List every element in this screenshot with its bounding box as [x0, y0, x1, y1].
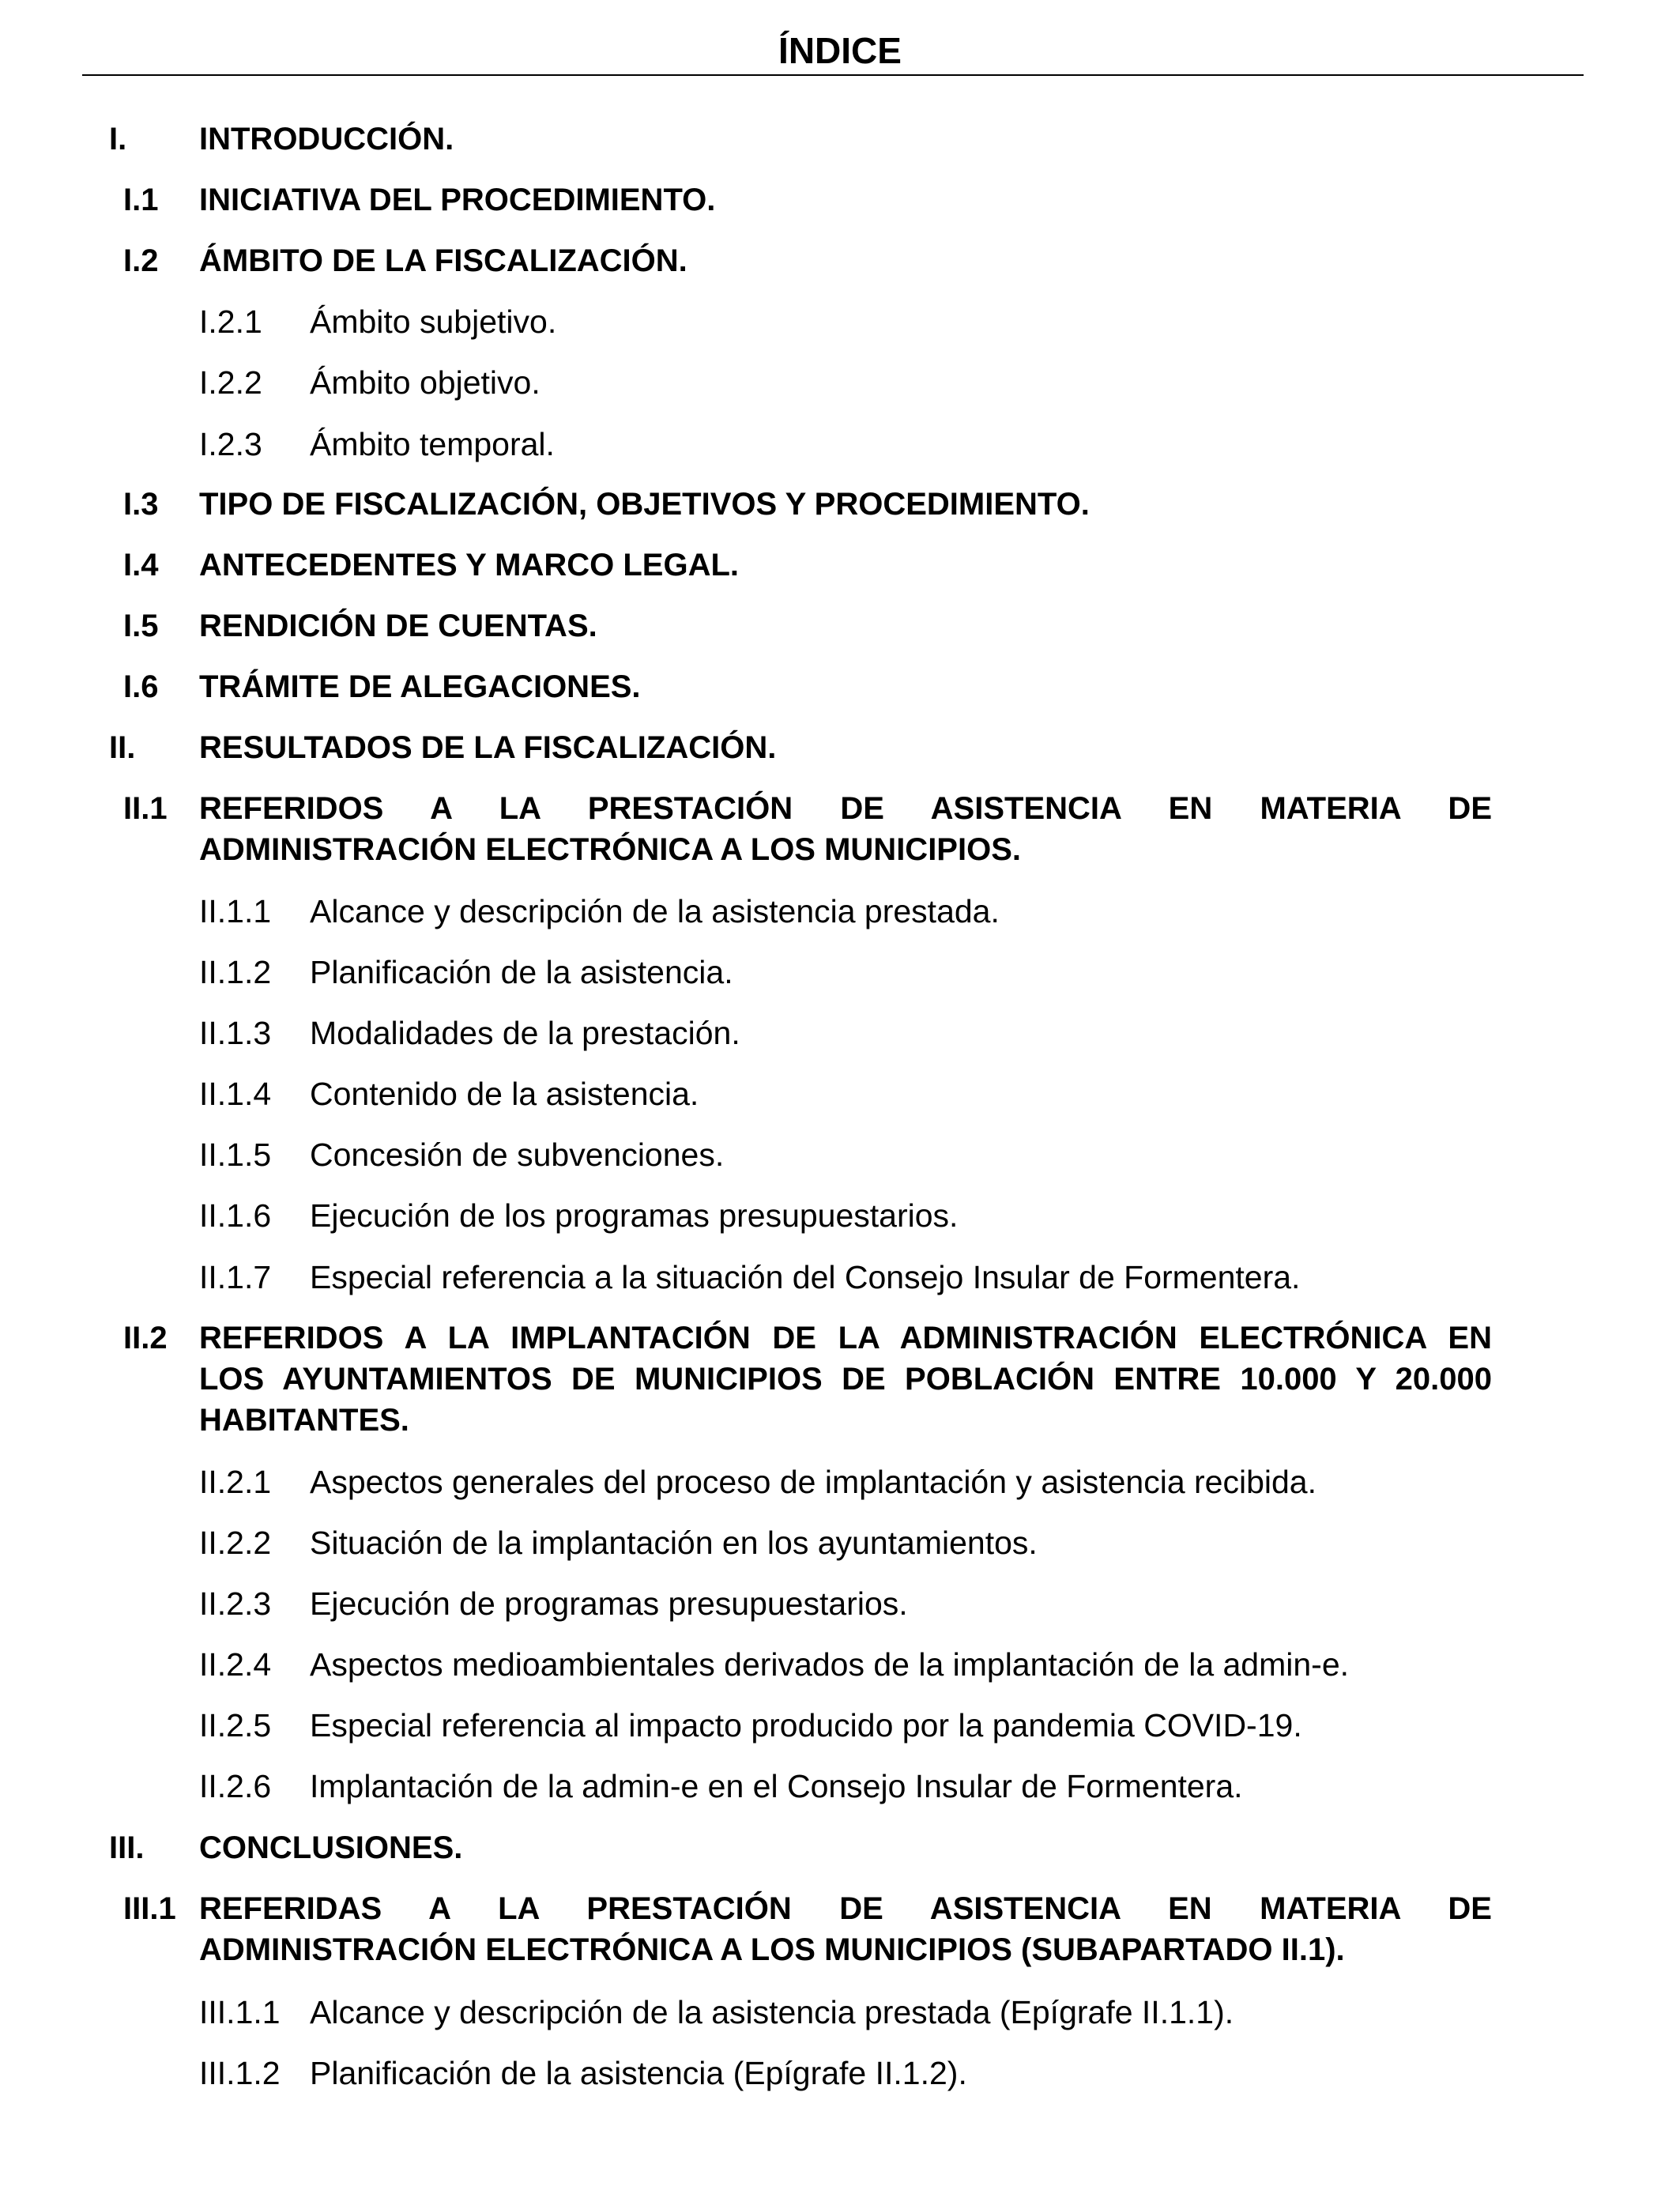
page-title: ÍNDICE [778, 30, 902, 71]
toc-number: I.6 [123, 669, 159, 704]
toc-number: III.1 [123, 1891, 176, 1926]
toc-number: I. [109, 122, 127, 156]
toc-number: II.1.3 [199, 1015, 272, 1051]
toc-title: Ejecución de programas presupuestarios. [310, 1585, 908, 1622]
toc-title-line: LOS AYUNTAMIENTOS DE MUNICIPIOS DE POBLACIÓN ENTRE 10.000 Y 20.000 [199, 1362, 1492, 1397]
toc-number: II.2 [123, 1321, 168, 1355]
toc-number: I.2.3 [199, 426, 262, 462]
toc-title: ÁMBITO DE LA FISCALIZACIÓN. [199, 243, 687, 278]
toc-title: Alcance y descripción de la asistencia prestada. [310, 893, 1000, 929]
toc-number: I.2.2 [199, 364, 262, 401]
toc-title-line: REFERIDAS A LA PRESTACIÓN DE ASISTENCIA EN MATERIA DE [199, 1891, 1492, 1926]
toc-title: TIPO DE FISCALIZACIÓN, OBJETIVOS Y PROCEDIMIENTO. [199, 487, 1090, 522]
toc-title: RESULTADOS DE LA FISCALIZACIÓN. [199, 730, 777, 765]
toc-number: I.4 [123, 548, 159, 582]
toc-title: Aspectos medioambientales derivados de la implantación de la admin-e. [310, 1646, 1350, 1683]
toc-number: II.2.4 [199, 1646, 272, 1683]
toc-title: Especial referencia a la situación del Consejo Insular de Formentera. [310, 1259, 1301, 1295]
title-divider [82, 74, 1584, 76]
toc-title: CONCLUSIONES. [199, 1830, 463, 1865]
toc-number: II.1.7 [199, 1259, 272, 1295]
toc-number: II.1.2 [199, 954, 272, 990]
toc-number: II.1 [123, 791, 168, 826]
toc-title [199, 788, 1492, 870]
toc-title: RENDICIÓN DE CUENTAS. [199, 609, 597, 643]
toc-title: Ejecución de los programas presupuestarios. [310, 1197, 959, 1234]
toc-title: Aspectos generales del proceso de implantación y asistencia recibida. [310, 1464, 1317, 1500]
toc-number: II.1.1 [199, 893, 272, 929]
toc-title [199, 1888, 1492, 1970]
toc-number: I.5 [123, 609, 159, 643]
toc-title-line: HABITANTES. [199, 1403, 409, 1438]
toc-number: II. [109, 730, 136, 765]
toc-title-line: ADMINISTRACIÓN ELECTRÓNICA A LOS MUNICIPIOS. [199, 832, 1021, 867]
toc-number: I.2 [123, 243, 159, 278]
toc-title: Contenido de la asistencia. [310, 1076, 699, 1112]
toc-title: Ámbito objetivo. [310, 364, 541, 401]
toc-number: II.2.6 [199, 1768, 272, 1804]
toc-number: III. [109, 1830, 145, 1865]
toc-title: TRÁMITE DE ALEGACIONES. [199, 669, 641, 704]
toc-number: III.1.2 [199, 2055, 281, 2091]
toc-number: I.2.1 [199, 303, 262, 340]
toc-title: Situación de la implantación en los ayuntamientos. [310, 1525, 1038, 1561]
toc-title: Planificación de la asistencia (Epígrafe II.1.2). [310, 2055, 967, 2091]
toc-number: II.1.4 [199, 1076, 272, 1112]
toc-title-line: REFERIDOS A LA IMPLANTACIÓN DE LA ADMINISTRACIÓN ELECTRÓNICA EN [199, 1321, 1492, 1355]
toc-number: III.1.1 [199, 1994, 281, 2030]
toc-number: I.1 [123, 183, 159, 217]
toc-title-line: REFERIDOS A LA PRESTACIÓN DE ASISTENCIA EN MATERIA DE [199, 791, 1492, 826]
toc-number: II.2.1 [199, 1464, 272, 1500]
toc-title: Concesión de subvenciones. [310, 1137, 725, 1173]
toc-title: ANTECEDENTES Y MARCO LEGAL. [199, 548, 740, 582]
toc-title: INTRODUCCIÓN. [199, 122, 454, 156]
toc-title: Ámbito temporal. [310, 426, 555, 462]
toc-title: Planificación de la asistencia. [310, 954, 733, 990]
toc-title [199, 1318, 1492, 1441]
toc-number: II.1.5 [199, 1137, 272, 1173]
toc-title: INICIATIVA DEL PROCEDIMIENTO. [199, 183, 716, 217]
toc-number: I.3 [123, 487, 159, 522]
toc-title: Modalidades de la prestación. [310, 1015, 740, 1051]
toc-title: Ámbito subjetivo. [310, 303, 557, 340]
toc-title: Especial referencia al impacto producido por la pandemia COVID-19. [310, 1707, 1302, 1744]
toc-title: Implantación de la admin-e en el Consejo Insular de Formentera. [310, 1768, 1243, 1804]
toc-number: II.1.6 [199, 1197, 272, 1234]
toc-title-line: ADMINISTRACIÓN ELECTRÓNICA A LOS MUNICIPIOS (SUBAPARTADO II.1). [199, 1932, 1345, 1967]
toc-number: II.2.5 [199, 1707, 272, 1744]
toc-number: II.2.2 [199, 1525, 272, 1561]
toc-title: Alcance y descripción de la asistencia prestada (Epígrafe II.1.1). [310, 1994, 1234, 2030]
toc-number: II.2.3 [199, 1585, 272, 1622]
